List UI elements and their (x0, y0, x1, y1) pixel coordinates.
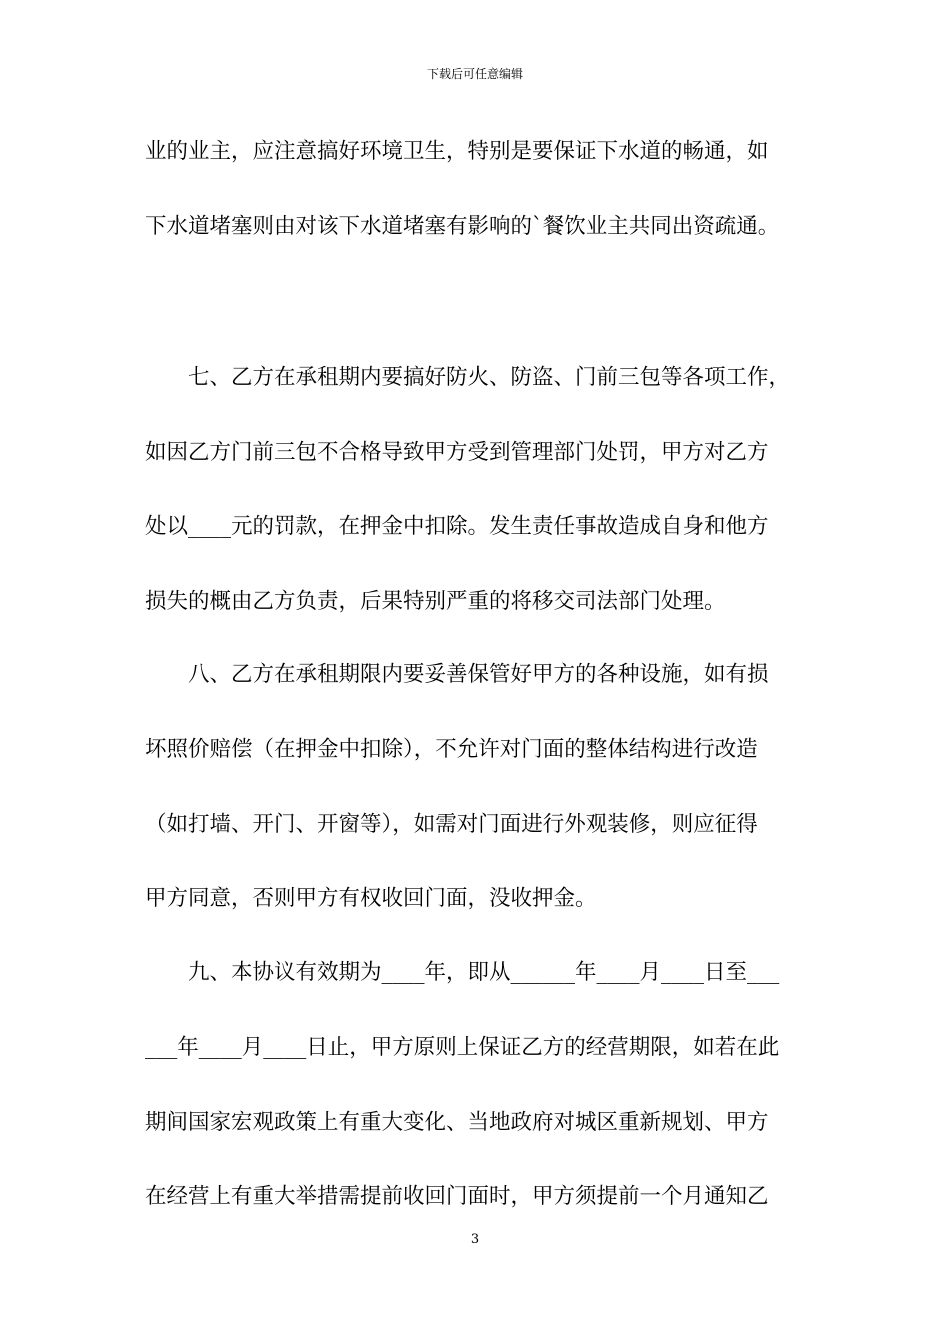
body-line-12: ___年____月____日止，甲方原则上保证乙方的经营期限，如若在此 (145, 1035, 780, 1060)
body-line-9: （如打墙、开门、开窗等），如需对门面进行外观装修，则应征得 (145, 812, 758, 837)
body-line-7: 八、乙方在承租期限内要妥善保管好甲方的各种设施，如有损 (145, 662, 769, 687)
body-line-4: 如因乙方门前三包不合格导致甲方受到管理部门处罚，甲方对乙方 (145, 440, 769, 465)
body-line-8: 坏照价赔偿（在押金中扣除），不允许对门面的整体结构进行改造 (145, 737, 758, 762)
page-number: 3 (470, 1232, 480, 1247)
body-line-5: 处以____元的罚款，在押金中扣除。发生责任事故造成自身和他方 (145, 514, 769, 539)
body-line-6: 损失的概由乙方负责，后果特别严重的将移交司法部门处理。 (145, 589, 726, 614)
body-line-10: 甲方同意，否则甲方有权收回门面，没收押金。 (145, 886, 597, 911)
body-line-14: 在经营上有重大举措需提前收回门面时，甲方须提前一个月通知乙 (145, 1184, 769, 1209)
page-header: 下载后可任意编辑 (426, 67, 523, 81)
body-line-1: 业的业主，应注意搞好环境卫生，特别是要保证下水道的畅通，如 (145, 139, 769, 164)
body-line-2: 下水道堵塞则由对该下水道堵塞有影响的`餐饮业主共同出资疏通。 (145, 214, 780, 239)
body-line-11: 九、本协议有效期为____年，即从______年____月____日至___ (145, 960, 780, 985)
body-line-3: 七、乙方在承租期内要搞好防火、防盗、门前三包等各项工作， (145, 365, 791, 390)
body-line-13: 期间国家宏观政策上有重大变化、当地政府对城区重新规划、甲方 (145, 1110, 769, 1135)
